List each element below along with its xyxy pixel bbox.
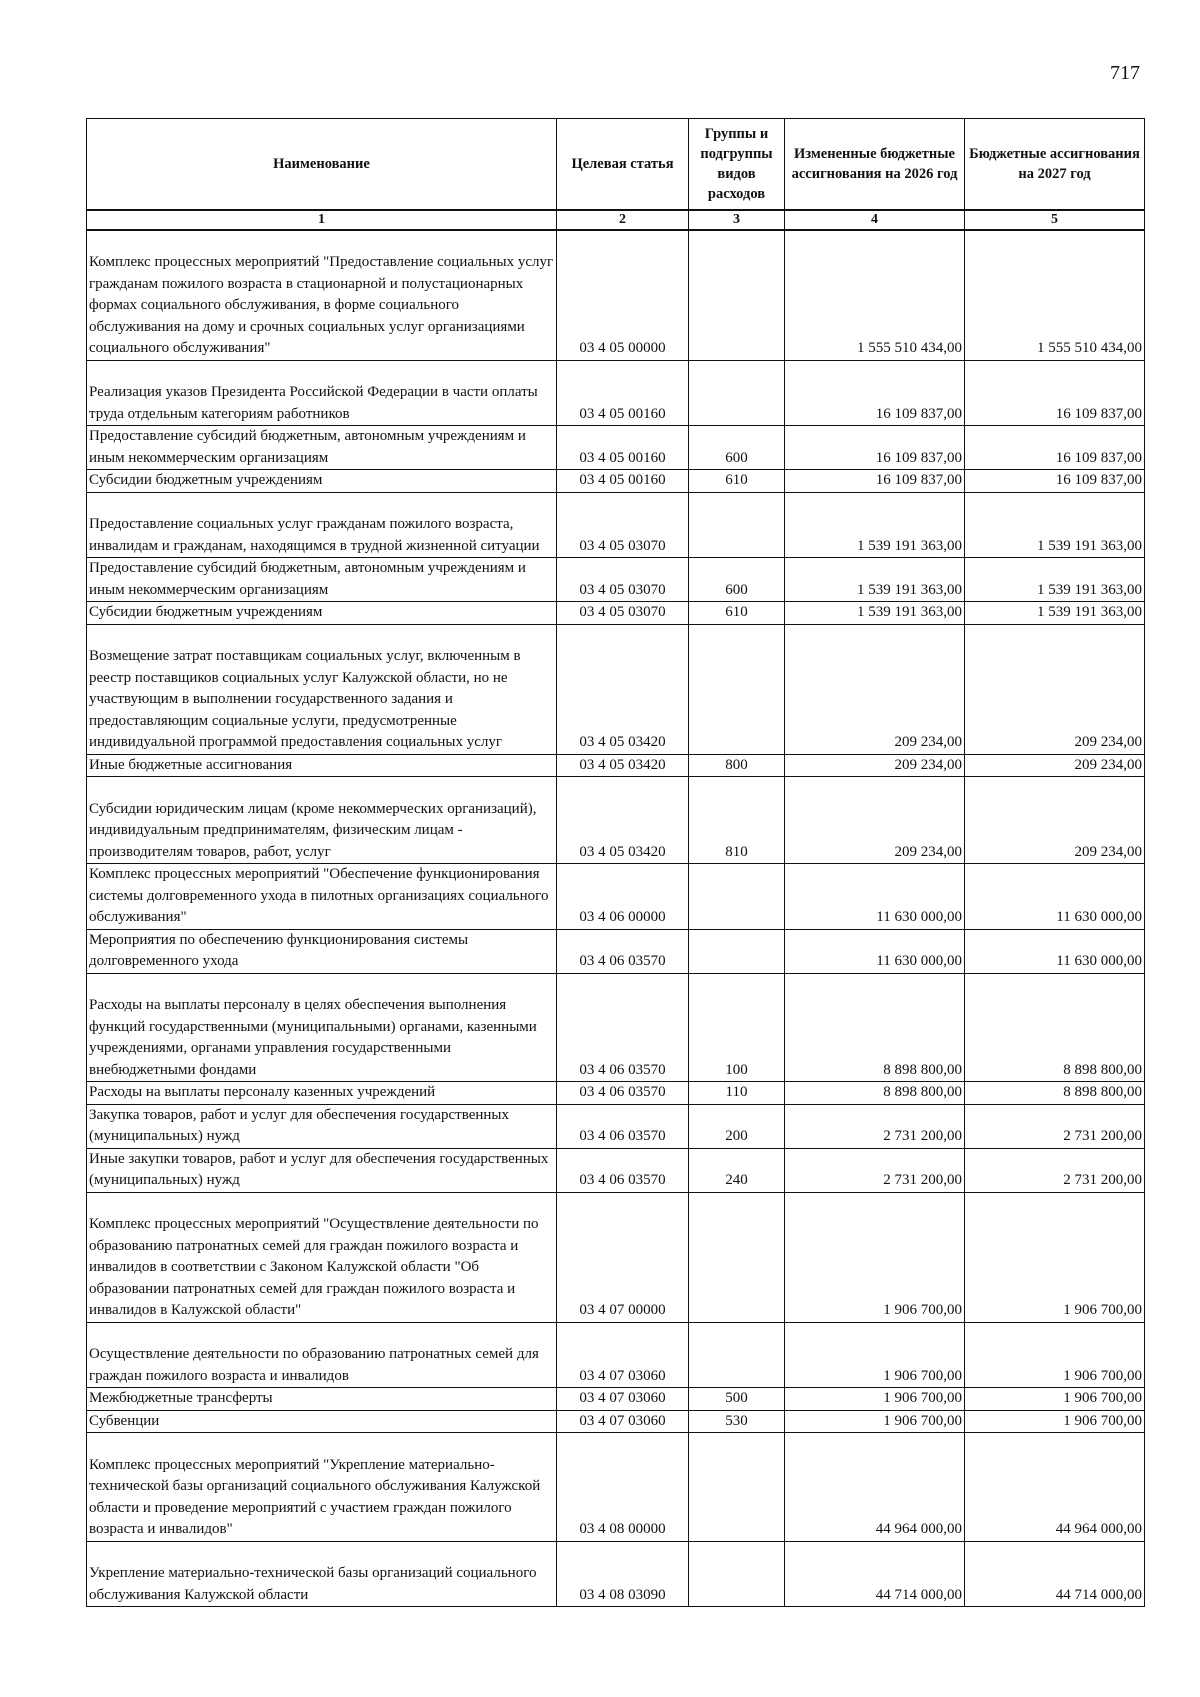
row-name: Межбюджетные трансферты bbox=[87, 1388, 557, 1411]
row-amount-2027: 44 964 000,00 bbox=[965, 1433, 1145, 1542]
row-name: Комплекс процессных мероприятий "Предоставление социальных услуг гражданам пожилого возраста в стационарной и полустационарных формах социального обслуживания, в форме социального обслуживания на дому и срочных социальных услуг организациями социального обслуживания" bbox=[87, 230, 557, 360]
row-group-code: 800 bbox=[689, 754, 785, 777]
row-target-code: 03 4 05 03420 bbox=[557, 624, 689, 754]
row-target-code: 03 4 05 00160 bbox=[557, 360, 689, 426]
header-amount-2026: Измененные бюджетные ассигнования на 2026 год bbox=[785, 119, 965, 211]
table-row bbox=[87, 470, 1145, 493]
row-name: Иные закупки товаров, работ и услуг для обеспечения государственных (муниципальных) нужд bbox=[87, 1148, 557, 1192]
table-row bbox=[87, 1541, 1145, 1607]
table-row bbox=[87, 1082, 1145, 1105]
row-amount-2026: 11 630 000,00 bbox=[785, 929, 965, 973]
row-amount-2026: 8 898 800,00 bbox=[785, 973, 965, 1082]
row-name: Предоставление субсидий бюджетным, автономным учреждениям и иным некоммерческим организациям bbox=[87, 426, 557, 470]
row-amount-2026: 209 234,00 bbox=[785, 624, 965, 754]
row-group-code bbox=[689, 1433, 785, 1542]
row-group-code: 110 bbox=[689, 1082, 785, 1105]
row-name: Реализация указов Президента Российской Федерации в части оплаты труда отдельным категориям работников bbox=[87, 360, 557, 426]
row-amount-2027: 2 731 200,00 bbox=[965, 1104, 1145, 1148]
row-name: Предоставление субсидий бюджетным, автономным учреждениям и иным некоммерческим организациям bbox=[87, 558, 557, 602]
row-name: Закупка товаров, работ и услуг для обеспечения государственных (муниципальных) нужд bbox=[87, 1104, 557, 1148]
table-row bbox=[87, 1322, 1145, 1388]
row-amount-2026: 44 714 000,00 bbox=[785, 1541, 965, 1607]
row-amount-2027: 209 234,00 bbox=[965, 777, 1145, 864]
row-amount-2027: 11 630 000,00 bbox=[965, 864, 1145, 930]
table-row bbox=[87, 777, 1145, 864]
row-target-code: 03 4 06 03570 bbox=[557, 1104, 689, 1148]
row-group-code bbox=[689, 1192, 785, 1322]
row-target-code: 03 4 05 00160 bbox=[557, 426, 689, 470]
row-target-code: 03 4 06 03570 bbox=[557, 973, 689, 1082]
row-amount-2027: 1 906 700,00 bbox=[965, 1192, 1145, 1322]
row-amount-2027: 1 539 191 363,00 bbox=[965, 492, 1145, 558]
row-target-code: 03 4 05 03070 bbox=[557, 602, 689, 625]
header-name: Наименование bbox=[87, 119, 557, 211]
row-group-code bbox=[689, 1541, 785, 1607]
header-row bbox=[87, 119, 1145, 211]
row-group-code: 610 bbox=[689, 602, 785, 625]
row-amount-2026: 1 539 191 363,00 bbox=[785, 492, 965, 558]
row-amount-2027: 16 109 837,00 bbox=[965, 470, 1145, 493]
row-group-code: 600 bbox=[689, 558, 785, 602]
row-amount-2027: 209 234,00 bbox=[965, 624, 1145, 754]
row-target-code: 03 4 08 00000 bbox=[557, 1433, 689, 1542]
table-row bbox=[87, 1104, 1145, 1148]
row-target-code: 03 4 05 03420 bbox=[557, 754, 689, 777]
row-amount-2026: 1 906 700,00 bbox=[785, 1192, 965, 1322]
table-row bbox=[87, 1410, 1145, 1433]
row-name: Комплекс процессных мероприятий "Укрепление материально-технической базы организаций социального обслуживания Калужской области и проведение мероприятий с участием граждан пожилого возраста и инвалидов" bbox=[87, 1433, 557, 1542]
column-number: 4 bbox=[785, 210, 965, 230]
table-row bbox=[87, 973, 1145, 1082]
row-amount-2027: 1 906 700,00 bbox=[965, 1410, 1145, 1433]
column-number: 1 bbox=[87, 210, 557, 230]
table-body bbox=[87, 230, 1145, 1607]
row-amount-2027: 209 234,00 bbox=[965, 754, 1145, 777]
table-row bbox=[87, 558, 1145, 602]
row-amount-2026: 1 539 191 363,00 bbox=[785, 558, 965, 602]
table-row bbox=[87, 929, 1145, 973]
row-target-code: 03 4 05 00000 bbox=[557, 230, 689, 360]
column-number: 5 bbox=[965, 210, 1145, 230]
table-row bbox=[87, 1192, 1145, 1322]
row-amount-2026: 1 906 700,00 bbox=[785, 1322, 965, 1388]
page-number: 717 bbox=[1110, 62, 1140, 84]
row-group-code: 240 bbox=[689, 1148, 785, 1192]
row-amount-2027: 1 906 700,00 bbox=[965, 1388, 1145, 1411]
row-amount-2026: 16 109 837,00 bbox=[785, 470, 965, 493]
row-name: Предоставление социальных услуг гражданам пожилого возраста, инвалидам и гражданам, находящимся в трудной жизненной ситуации bbox=[87, 492, 557, 558]
budget-table bbox=[86, 118, 1145, 1607]
row-target-code: 03 4 05 00160 bbox=[557, 470, 689, 493]
row-amount-2027: 44 714 000,00 bbox=[965, 1541, 1145, 1607]
table-row bbox=[87, 602, 1145, 625]
table-row bbox=[87, 1433, 1145, 1542]
row-name: Укрепление материально-технической базы организаций социального обслуживания Калужской области bbox=[87, 1541, 557, 1607]
row-amount-2026: 209 234,00 bbox=[785, 777, 965, 864]
row-amount-2027: 16 109 837,00 bbox=[965, 360, 1145, 426]
row-group-code bbox=[689, 1322, 785, 1388]
table-row bbox=[87, 1388, 1145, 1411]
table-row bbox=[87, 624, 1145, 754]
row-name: Мероприятия по обеспечению функционирования системы долговременного ухода bbox=[87, 929, 557, 973]
table-row bbox=[87, 426, 1145, 470]
row-group-code bbox=[689, 360, 785, 426]
row-group-code: 100 bbox=[689, 973, 785, 1082]
row-name: Субсидии бюджетным учреждениям bbox=[87, 602, 557, 625]
row-amount-2026: 8 898 800,00 bbox=[785, 1082, 965, 1105]
row-amount-2026: 16 109 837,00 bbox=[785, 360, 965, 426]
table-row bbox=[87, 230, 1145, 360]
row-target-code: 03 4 06 03570 bbox=[557, 1082, 689, 1105]
row-amount-2027: 16 109 837,00 bbox=[965, 426, 1145, 470]
row-amount-2026: 11 630 000,00 bbox=[785, 864, 965, 930]
row-group-code bbox=[689, 929, 785, 973]
row-name: Субсидии юридическим лицам (кроме некоммерческих организаций), индивидуальным предпринимателям, физическим лицам - производителям товаров, работ, услуг bbox=[87, 777, 557, 864]
row-target-code: 03 4 07 03060 bbox=[557, 1410, 689, 1433]
row-name: Комплекс процессных мероприятий "Осуществление деятельности по образованию патронатных семей для граждан пожилого возраста и инвалидов в соответствии с Законом Калужской области "Об образовании патронатных семей для граждан пожилого возраста и инвалидов в Калужской области" bbox=[87, 1192, 557, 1322]
row-amount-2027: 11 630 000,00 bbox=[965, 929, 1145, 973]
row-amount-2027: 2 731 200,00 bbox=[965, 1148, 1145, 1192]
row-target-code: 03 4 07 03060 bbox=[557, 1322, 689, 1388]
row-group-code: 810 bbox=[689, 777, 785, 864]
row-name: Субвенции bbox=[87, 1410, 557, 1433]
row-group-code: 530 bbox=[689, 1410, 785, 1433]
row-target-code: 03 4 06 03570 bbox=[557, 1148, 689, 1192]
table-row bbox=[87, 864, 1145, 930]
row-amount-2026: 16 109 837,00 bbox=[785, 426, 965, 470]
row-amount-2027: 1 906 700,00 bbox=[965, 1322, 1145, 1388]
row-target-code: 03 4 08 03090 bbox=[557, 1541, 689, 1607]
row-group-code bbox=[689, 864, 785, 930]
row-target-code: 03 4 05 03420 bbox=[557, 777, 689, 864]
row-name: Комплекс процессных мероприятий "Обеспечение функционирования системы долговременного ухода в пилотных организациях социального обслуживания" bbox=[87, 864, 557, 930]
row-name: Осуществление деятельности по образованию патронатных семей для граждан пожилого возраста и инвалидов bbox=[87, 1322, 557, 1388]
row-amount-2026: 1 555 510 434,00 bbox=[785, 230, 965, 360]
row-group-code: 600 bbox=[689, 426, 785, 470]
row-name: Иные бюджетные ассигнования bbox=[87, 754, 557, 777]
row-name: Расходы на выплаты персоналу в целях обеспечения выполнения функций государственными (муниципальными) органами, казенными учреждениями, органами управления государственными внебюджетными фондами bbox=[87, 973, 557, 1082]
row-amount-2027: 1 555 510 434,00 bbox=[965, 230, 1145, 360]
column-number-row bbox=[87, 210, 1145, 230]
header-target: Целевая статья bbox=[557, 119, 689, 211]
row-group-code bbox=[689, 230, 785, 360]
row-target-code: 03 4 05 03070 bbox=[557, 492, 689, 558]
table-row bbox=[87, 754, 1145, 777]
row-amount-2026: 2 731 200,00 bbox=[785, 1148, 965, 1192]
row-group-code bbox=[689, 624, 785, 754]
row-name: Возмещение затрат поставщикам социальных услуг, включенным в реестр поставщиков социальных услуг Калужской области, но не участвующим в выполнении государственного задания и предоставляющим социальные услуги, предусмотренные индивидуальной программой предоставления социальных услуг bbox=[87, 624, 557, 754]
row-group-code bbox=[689, 492, 785, 558]
row-amount-2026: 1 906 700,00 bbox=[785, 1388, 965, 1411]
row-amount-2026: 2 731 200,00 bbox=[785, 1104, 965, 1148]
row-group-code: 500 bbox=[689, 1388, 785, 1411]
row-target-code: 03 4 06 00000 bbox=[557, 864, 689, 930]
row-amount-2026: 1 906 700,00 bbox=[785, 1410, 965, 1433]
row-target-code: 03 4 06 03570 bbox=[557, 929, 689, 973]
row-target-code: 03 4 07 03060 bbox=[557, 1388, 689, 1411]
row-amount-2027: 1 539 191 363,00 bbox=[965, 558, 1145, 602]
row-amount-2027: 1 539 191 363,00 bbox=[965, 602, 1145, 625]
row-amount-2026: 44 964 000,00 bbox=[785, 1433, 965, 1542]
header-amount-2027: Бюджетные ассигнования на 2027 год bbox=[965, 119, 1145, 211]
row-amount-2027: 8 898 800,00 bbox=[965, 973, 1145, 1082]
table-row bbox=[87, 492, 1145, 558]
row-amount-2026: 1 539 191 363,00 bbox=[785, 602, 965, 625]
row-group-code: 200 bbox=[689, 1104, 785, 1148]
row-name: Расходы на выплаты персоналу казенных учреждений bbox=[87, 1082, 557, 1105]
row-amount-2027: 8 898 800,00 bbox=[965, 1082, 1145, 1105]
table-row bbox=[87, 360, 1145, 426]
row-target-code: 03 4 05 03070 bbox=[557, 558, 689, 602]
header-groups: Группы и подгруппы видов расходов bbox=[689, 119, 785, 211]
column-number: 2 bbox=[557, 210, 689, 230]
row-group-code: 610 bbox=[689, 470, 785, 493]
row-amount-2026: 209 234,00 bbox=[785, 754, 965, 777]
table-row bbox=[87, 1148, 1145, 1192]
column-number: 3 bbox=[689, 210, 785, 230]
row-name: Субсидии бюджетным учреждениям bbox=[87, 470, 557, 493]
row-target-code: 03 4 07 00000 bbox=[557, 1192, 689, 1322]
